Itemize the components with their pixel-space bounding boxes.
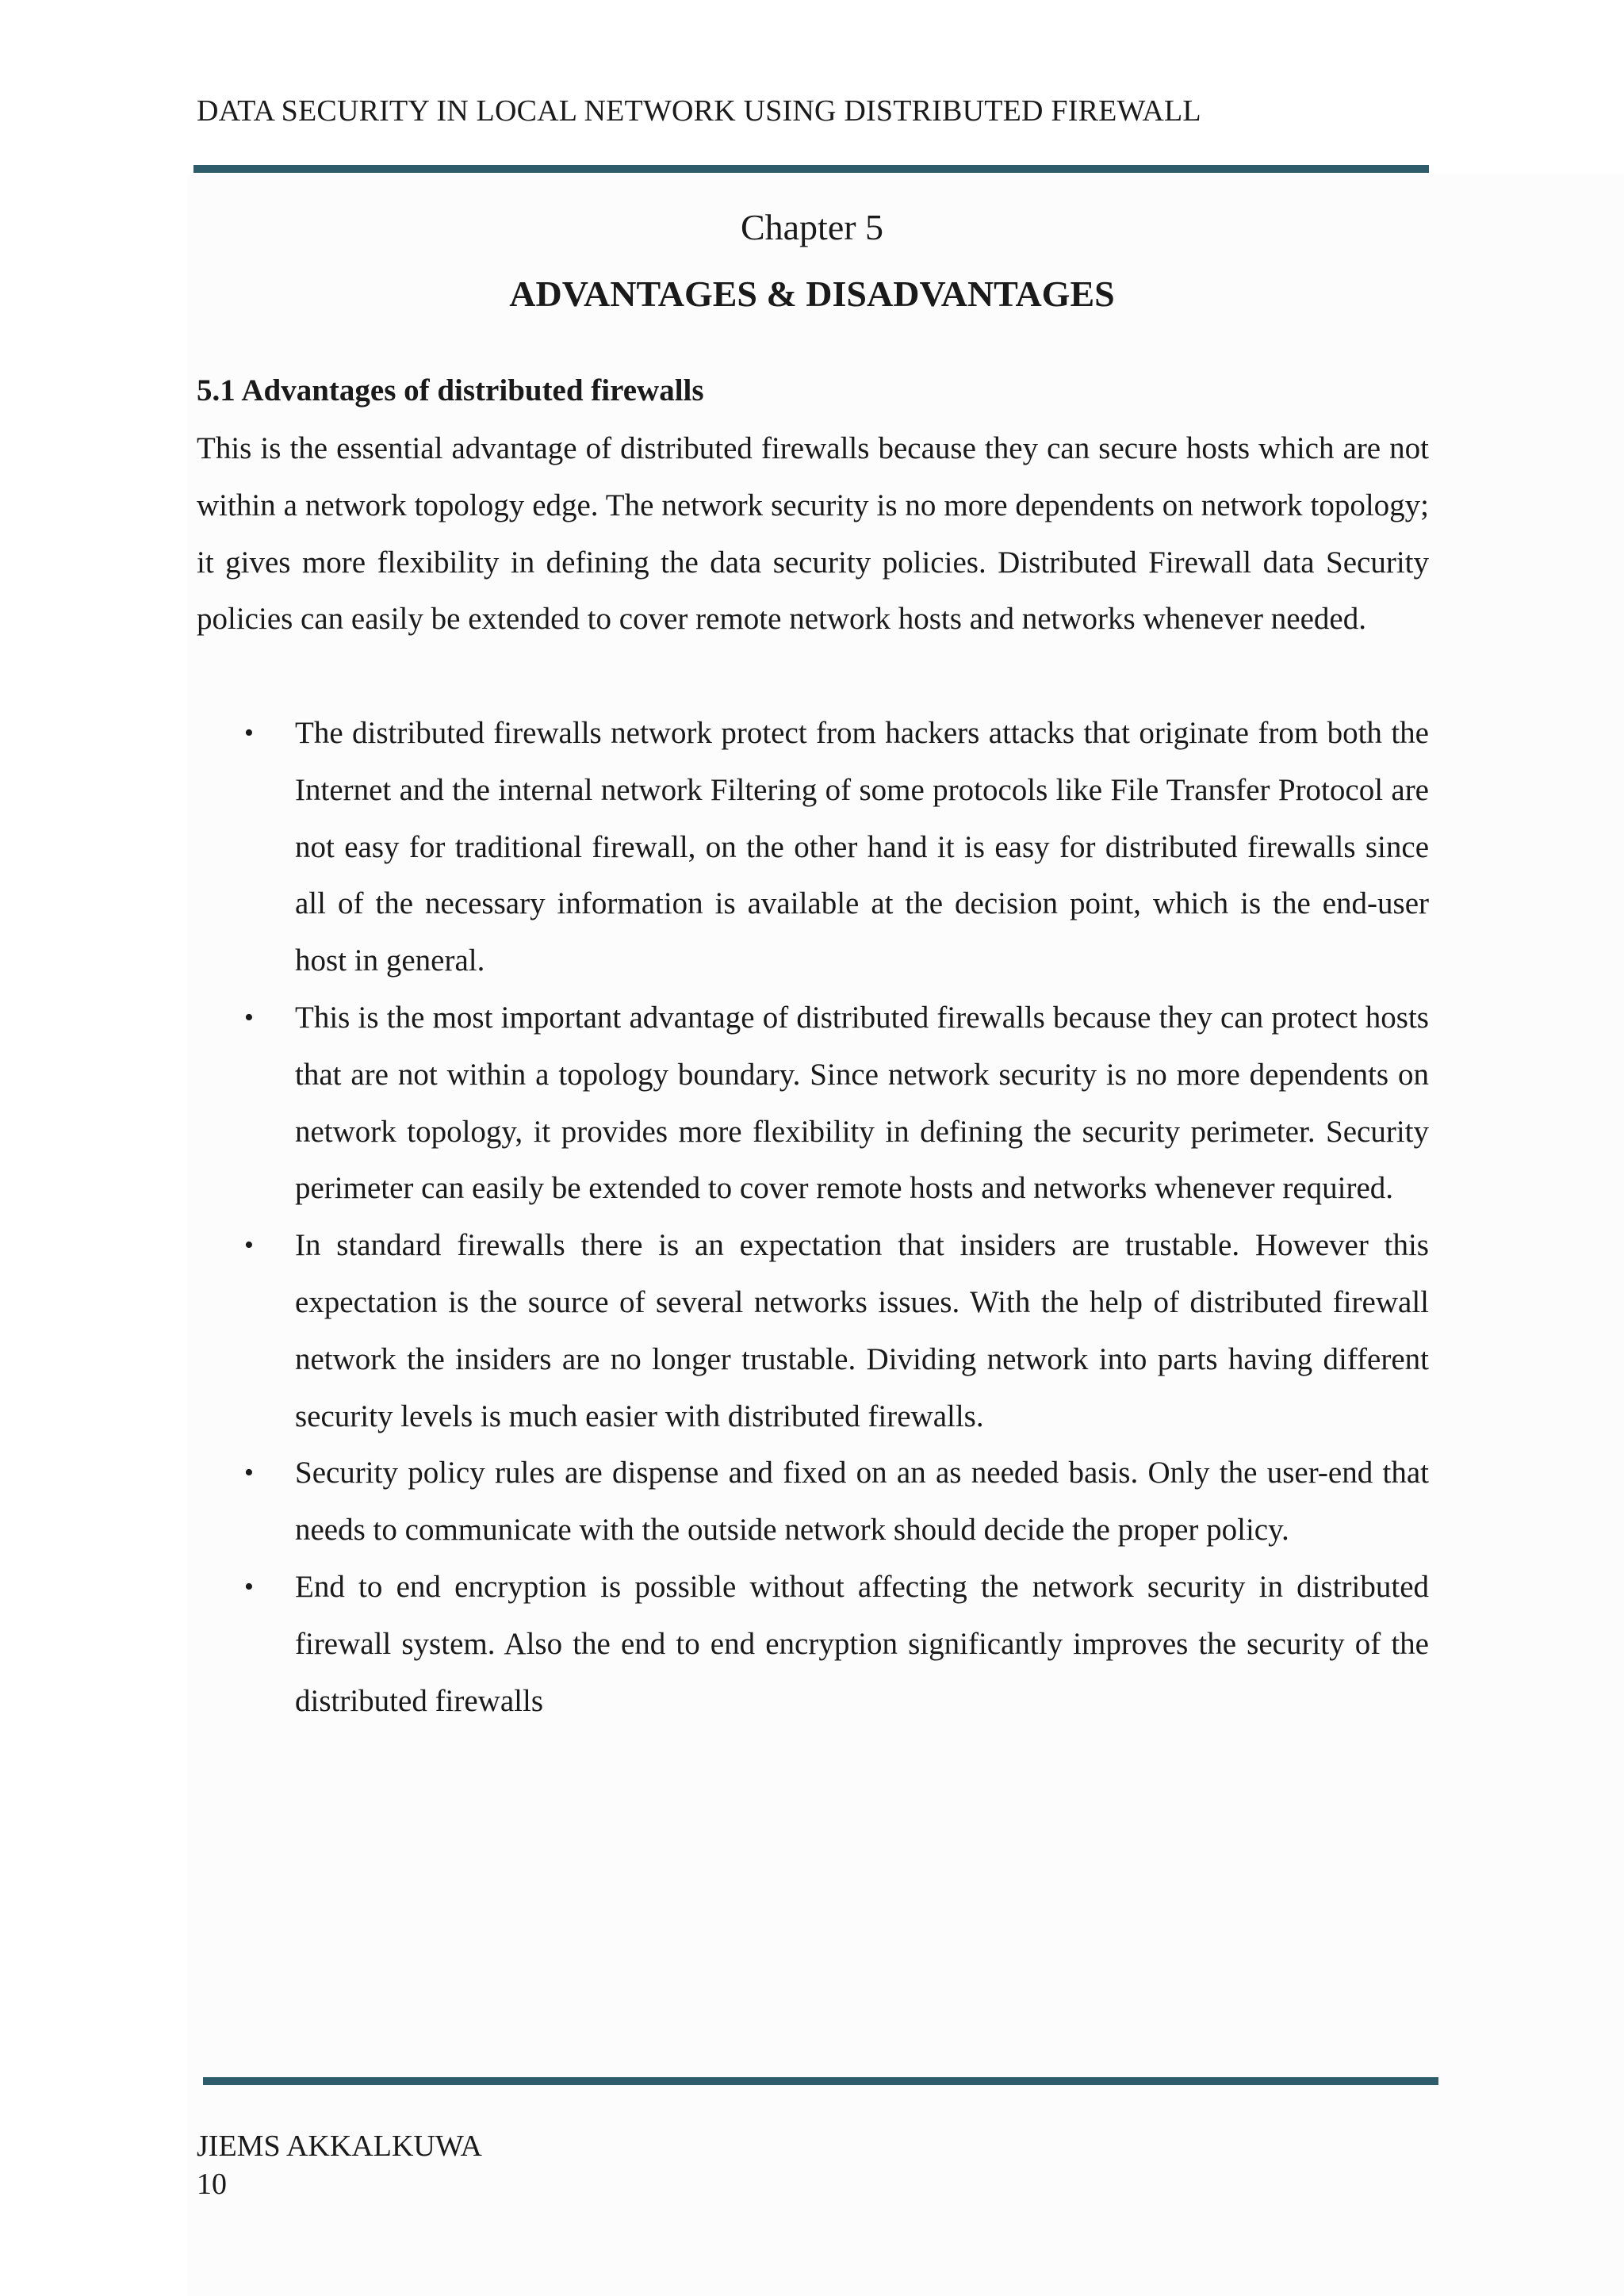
list-item-text: The distributed firewalls network protect from hackers attacks that originate from both the Internet and the internal network Filtering of some protocols like File Transfer Protocol are not easy for traditional firewall, on the other hand it is easy for distributed firewalls since all of the necessary information is available at the decision point, which is the end-user host in general. <box>295 716 1429 978</box>
list-item <box>197 705 1429 989</box>
list-item-text: This is the most important advantage of distributed firewalls because they can protect hosts that are not within a topology boundary. Since network security is no more dependents on network topology, it provides more flexibility in defining the security perimeter. Security perimeter can easily be extended to cover remote hosts and networks whenever required. <box>295 1000 1429 1206</box>
section-heading: 5.1 Advantages of distributed firewalls <box>197 373 704 408</box>
page-number: 10 <box>197 2168 227 2201</box>
list-item <box>197 1217 1429 1445</box>
list-item-text: End to end encryption is possible without affecting the network security in distributed firewall system. Also the end to end encryption significantly improves the security of the distributed firewalls <box>295 1569 1429 1718</box>
chapter-number: Chapter 5 <box>740 207 884 247</box>
list-item-text: In standard firewalls there is an expectation that insiders are trustable. However this expectation is the source of several networks issues. With the help of distributed firewall network the insiders are no longer trustable. Dividing network into parts having different security levels is much easier with distributed firewalls. <box>295 1228 1429 1433</box>
intro-paragraph: This is the essential advantage of distributed firewalls because they can secure hosts which are not within a network topology edge. The network security is no more dependents on network topology; it gives more flexibility in defining the data security policies. Distributed Firewall data Security policies can easily be extended to cover remote network hosts and networks whenever needed. <box>197 431 1429 637</box>
list-item <box>197 1445 1429 1559</box>
list-item <box>197 1559 1429 1729</box>
bullet-icon: • <box>244 1458 254 1488</box>
bullet-icon: • <box>244 1002 254 1032</box>
footer-organization: JIEMS AKKALKUWA <box>197 2130 482 2163</box>
bullet-icon: • <box>244 718 254 748</box>
chapter-title: ADVANTAGES & DISADVANTAGES <box>509 274 1115 314</box>
header-rule <box>193 165 1429 173</box>
list-item <box>197 989 1429 1217</box>
list-item-text: Security policy rules are dispense and fixed on an as needed basis. Only the user-end that needs to communicate with the outside network should decide the proper policy. <box>295 1456 1429 1548</box>
bullet-icon: • <box>244 1230 254 1261</box>
advantages-list <box>197 705 1429 1729</box>
bullet-icon: • <box>244 1571 254 1601</box>
running-header: DATA SECURITY IN LOCAL NETWORK USING DISTRIBUTED FIREWALL <box>197 94 1201 128</box>
footer-rule <box>203 2077 1438 2085</box>
